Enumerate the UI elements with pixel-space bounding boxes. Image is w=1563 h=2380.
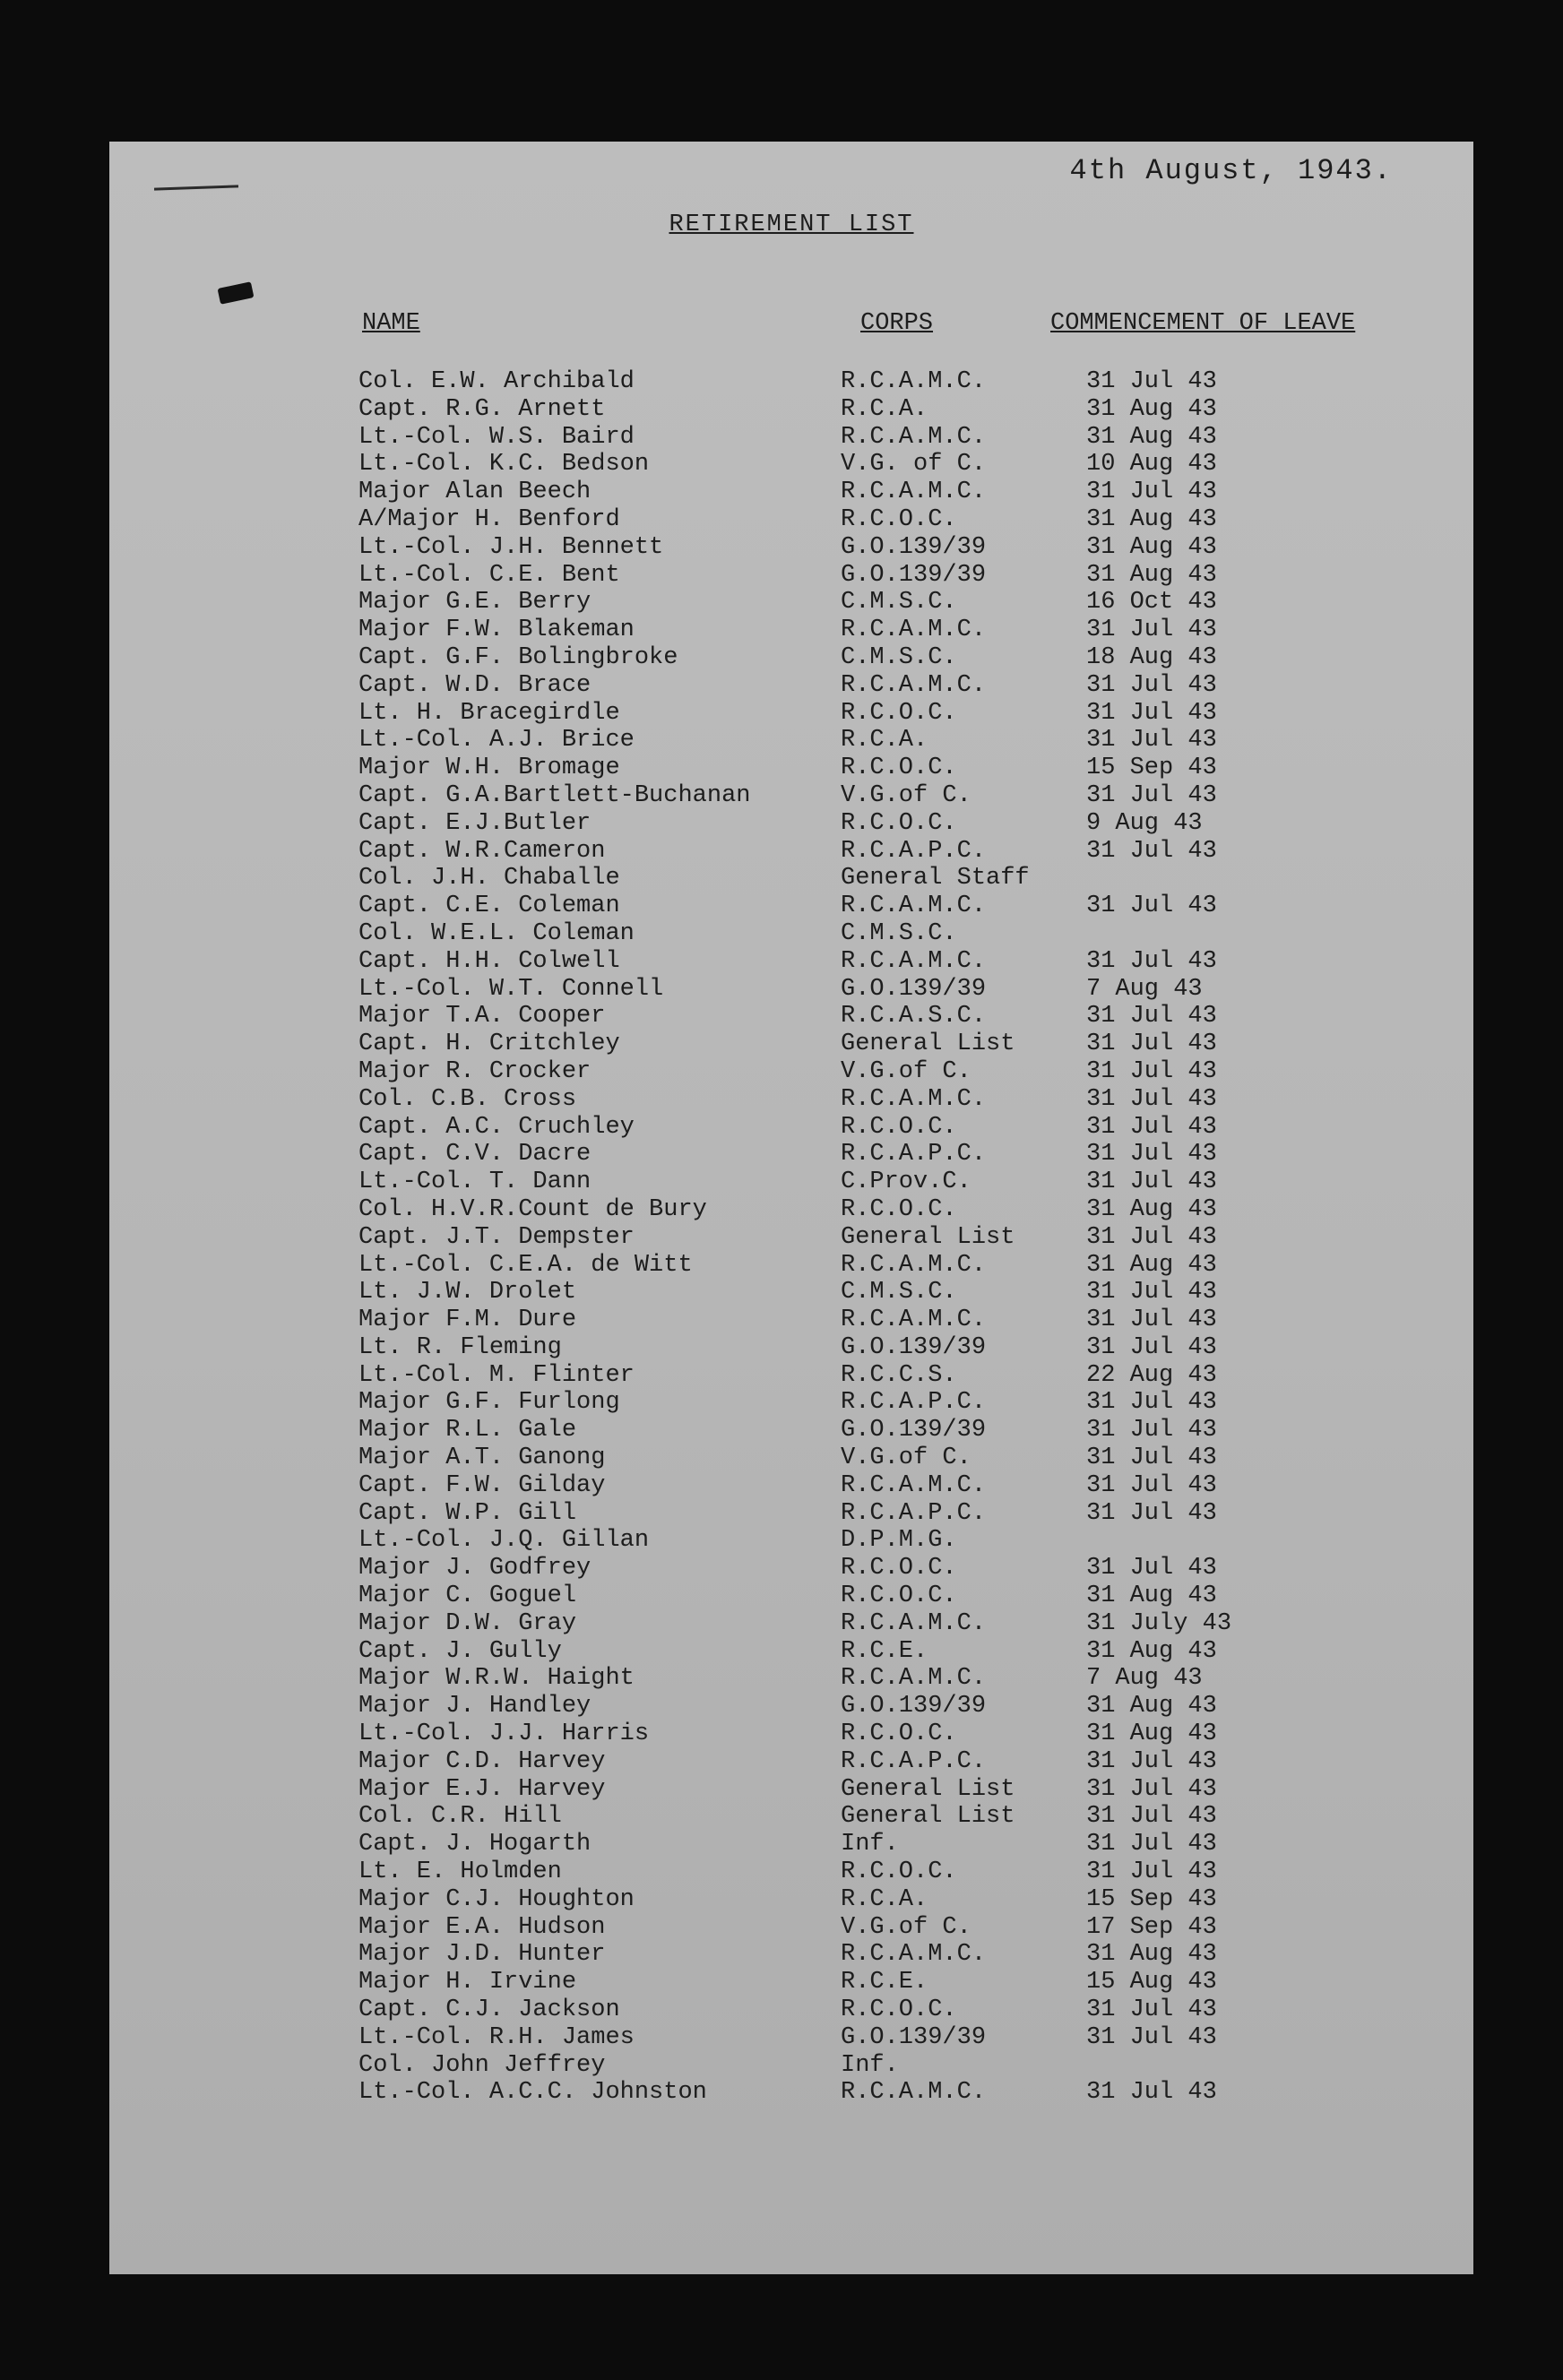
entry-leave-date: 31 Jul 43	[1086, 1775, 1217, 1803]
entry-corps: R.C.A.P.C.	[841, 1499, 987, 1527]
entry-leave-date: 31 Jul 43	[1086, 1168, 1217, 1196]
entry-name: Lt.-Col. A.J. Brice	[358, 727, 635, 755]
list-row	[109, 396, 1473, 424]
entry-name: Lt.-Col. C.E.A. de Witt	[358, 1251, 693, 1279]
entry-name: Lt.-Col. M. Flinter	[358, 1361, 635, 1389]
list-row	[109, 1665, 1473, 1693]
entry-corps: V.G. of C.	[841, 451, 987, 479]
entry-corps: G.O.139/39	[841, 1417, 987, 1444]
entry-name: Lt.-Col. J.Q. Gillan	[358, 1527, 650, 1555]
entry-leave-date: 7 Aug 43	[1086, 975, 1203, 1003]
entry-name: Col. C.R. Hill	[358, 1803, 562, 1831]
entry-leave-date: 15 Sep 43	[1086, 755, 1217, 782]
entry-leave-date: 31 Jul 43	[1086, 1113, 1217, 1141]
entry-name: Lt.-Col. T. Dann	[358, 1168, 592, 1196]
entry-leave-date: 16 Oct 43	[1086, 589, 1217, 617]
list-row	[109, 948, 1473, 976]
entry-leave-date: 31 Jul 43	[1086, 1471, 1217, 1499]
list-row	[109, 1527, 1473, 1555]
entry-corps: R.C.A.M.C.	[841, 947, 987, 975]
list-row	[109, 1086, 1473, 1114]
entry-leave-date: 31 Aug 43	[1086, 1693, 1217, 1720]
entry-name: Major E.J. Harvey	[358, 1775, 606, 1803]
entry-leave-date: 31 Jul 43	[1086, 1085, 1217, 1113]
entry-name: Capt. H.H. Colwell	[358, 947, 620, 975]
entry-name: Capt. G.A.Bartlett-Buchanan	[358, 781, 751, 809]
entry-leave-date: 31 Aug 43	[1086, 1251, 1217, 1279]
list-row	[109, 1334, 1473, 1362]
entry-corps: R.C.A.P.C.	[841, 1389, 987, 1417]
entry-corps: R.C.O.C.	[841, 1582, 957, 1610]
entry-name: Lt. R. Fleming	[358, 1333, 562, 1361]
entry-corps: C.M.S.C.	[841, 643, 957, 671]
entry-leave-date: 31 Jul 43	[1086, 2079, 1217, 2107]
document-title: RETIREMENT LIST	[669, 211, 914, 238]
entry-leave-date: 31 Jul 43	[1086, 1747, 1217, 1775]
entry-name: Major Alan Beech	[358, 479, 592, 506]
list-row	[109, 810, 1473, 838]
entry-name: Lt.-Col. C.E. Bent	[358, 561, 620, 589]
entry-corps: R.C.A.M.C.	[841, 1665, 987, 1693]
entry-leave-date: 31 Aug 43	[1086, 1637, 1217, 1665]
entry-name: Capt. H. Critchley	[358, 1030, 620, 1058]
entry-name: Capt. C.J. Jackson	[358, 1996, 620, 2024]
entry-name: Capt. J.T. Dempster	[358, 1223, 635, 1251]
entry-name: Major R. Crocker	[358, 1057, 592, 1085]
list-row	[109, 1417, 1473, 1444]
entry-corps: R.C.A.M.C.	[841, 617, 987, 644]
entry-leave-date: 31 Jul 43	[1086, 479, 1217, 506]
entry-name: Major C.J. Houghton	[358, 1885, 635, 1913]
entry-corps: R.C.O.C.	[841, 1858, 957, 1886]
entry-name: Major J.D. Hunter	[358, 1941, 606, 1969]
document-date: 4th August, 1943.	[1069, 154, 1393, 187]
entry-leave-date: 31 Jul 43	[1086, 1057, 1217, 1085]
list-row	[109, 1555, 1473, 1582]
header-corps: CORPS	[860, 310, 934, 337]
entry-name: Capt. E.J.Butler	[358, 809, 592, 837]
entry-corps: R.C.A.M.C.	[841, 2079, 987, 2107]
list-row	[109, 1472, 1473, 1500]
list-row	[109, 920, 1473, 948]
entry-name: Lt.-Col. J.H. Bennett	[358, 533, 664, 561]
entry-leave-date: 31 Jul 43	[1086, 781, 1217, 809]
entry-leave-date: 10 Aug 43	[1086, 451, 1217, 479]
entry-corps: General List	[841, 1803, 1015, 1831]
entry-name: Capt. C.V. Dacre	[358, 1141, 592, 1168]
entry-leave-date: 31 Jul 43	[1086, 1223, 1217, 1251]
entry-name: Col. W.E.L. Coleman	[358, 919, 635, 947]
entry-name: Capt. W.D. Brace	[358, 671, 592, 699]
list-row	[109, 782, 1473, 810]
list-row	[109, 1003, 1473, 1030]
entry-leave-date: 31 July 43	[1086, 1609, 1232, 1637]
list-row	[109, 1058, 1473, 1086]
entry-leave-date: 31 Jul 43	[1086, 892, 1217, 920]
entry-corps: D.P.M.G.	[841, 1527, 957, 1555]
entry-leave-date: 31 Aug 43	[1086, 1941, 1217, 1969]
entry-leave-date: 31 Jul 43	[1086, 1333, 1217, 1361]
entry-name: Capt. G.F. Bolingbroke	[358, 643, 678, 671]
entry-leave-date: 7 Aug 43	[1086, 1665, 1203, 1693]
entry-name: Major R.L. Gale	[358, 1417, 577, 1444]
entry-name: Major C.D. Harvey	[358, 1747, 606, 1775]
entry-name: Capt. R.G. Arnett	[358, 395, 606, 423]
list-row	[109, 2024, 1473, 2052]
entry-leave-date: 31 Jul 43	[1086, 1555, 1217, 1582]
list-row	[109, 2052, 1473, 2080]
entry-leave-date: 22 Aug 43	[1086, 1361, 1217, 1389]
entry-corps: R.C.A.M.C.	[841, 1085, 987, 1113]
list-row	[109, 1748, 1473, 1776]
list-row	[109, 1914, 1473, 1942]
retirement-list	[109, 368, 1473, 2107]
entry-corps: R.C.A.	[841, 727, 928, 755]
entry-corps: C.M.S.C.	[841, 1279, 957, 1306]
entry-corps: R.C.A.M.C.	[841, 1609, 987, 1637]
entry-name: Capt. C.E. Coleman	[358, 892, 620, 920]
list-row	[109, 589, 1473, 617]
list-row	[109, 1693, 1473, 1720]
entry-corps: G.O.139/39	[841, 1333, 987, 1361]
list-row	[109, 1720, 1473, 1748]
list-row	[109, 479, 1473, 506]
list-row	[109, 1831, 1473, 1858]
list-row	[109, 976, 1473, 1004]
list-row	[109, 865, 1473, 892]
entry-name: Capt. W.P. Gill	[358, 1499, 577, 1527]
entry-corps: C.Prov.C.	[841, 1168, 971, 1196]
entry-corps: R.C.A.P.C.	[841, 1747, 987, 1775]
entry-name: Col. C.B. Cross	[358, 1085, 577, 1113]
entry-name: A/Major H. Benford	[358, 505, 620, 533]
entry-corps: R.C.A.M.C.	[841, 1471, 987, 1499]
list-row	[109, 451, 1473, 479]
entry-name: Major G.E. Berry	[358, 589, 592, 617]
entry-corps: R.C.A.M.C.	[841, 671, 987, 699]
entry-name: Col. J.H. Chaballe	[358, 865, 620, 892]
entry-corps: R.C.E.	[841, 1637, 928, 1665]
entry-corps: R.C.A.M.C.	[841, 479, 987, 506]
entry-name: Col. H.V.R.Count de Bury	[358, 1195, 707, 1223]
entry-leave-date: 31 Jul 43	[1086, 1417, 1217, 1444]
entry-corps: R.C.O.C.	[841, 809, 957, 837]
entry-corps: R.C.O.C.	[841, 1113, 957, 1141]
entry-leave-date: 18 Aug 43	[1086, 643, 1217, 671]
list-row	[109, 1582, 1473, 1610]
entry-leave-date: 31 Jul 43	[1086, 671, 1217, 699]
list-row	[109, 727, 1473, 755]
entry-corps: R.C.O.C.	[841, 755, 957, 782]
list-row	[109, 1362, 1473, 1390]
list-row	[109, 368, 1473, 396]
entry-corps: R.C.O.C.	[841, 1996, 957, 2024]
entry-leave-date: 31 Jul 43	[1086, 1444, 1217, 1472]
entry-corps: G.O.139/39	[841, 1693, 987, 1720]
entry-name: Lt.-Col. J.J. Harris	[358, 1720, 650, 1748]
entry-leave-date: 31 Jul 43	[1086, 1141, 1217, 1168]
list-row	[109, 1196, 1473, 1224]
entry-leave-date: 31 Jul 43	[1086, 837, 1217, 865]
list-row	[109, 1858, 1473, 1886]
entry-corps: Inf.	[841, 2051, 899, 2079]
entry-name: Major J. Handley	[358, 1693, 592, 1720]
entry-corps: General List	[841, 1030, 1015, 1058]
entry-corps: R.C.A.M.C.	[841, 368, 987, 395]
list-row	[109, 838, 1473, 866]
list-row	[109, 644, 1473, 672]
entry-name: Lt.-Col. K.C. Bedson	[358, 451, 650, 479]
entry-name: Major C. Goguel	[358, 1582, 577, 1610]
entry-corps: R.C.A.	[841, 1885, 928, 1913]
list-row	[109, 1252, 1473, 1280]
entry-corps: R.C.A.S.C.	[841, 1003, 987, 1030]
entry-leave-date: 15 Aug 43	[1086, 1969, 1217, 1996]
entry-leave-date: 31 Jul 43	[1086, 1003, 1217, 1030]
entry-name: Major F.M. Dure	[358, 1306, 577, 1334]
entry-leave-date: 31 Jul 43	[1086, 727, 1217, 755]
entry-name: Major E.A. Hudson	[358, 1913, 606, 1941]
list-row	[109, 562, 1473, 590]
entry-corps: V.G.of C.	[841, 1913, 971, 1941]
entry-corps: C.M.S.C.	[841, 919, 957, 947]
document-page	[109, 142, 1473, 2274]
list-row	[109, 1224, 1473, 1252]
entry-corps: R.C.O.C.	[841, 1720, 957, 1748]
entry-leave-date: 31 Aug 43	[1086, 561, 1217, 589]
entry-name: Lt.-Col. W.T. Connell	[358, 975, 664, 1003]
list-row	[109, 1941, 1473, 1969]
entry-name: Lt. J.W. Drolet	[358, 1279, 577, 1306]
list-row	[109, 506, 1473, 534]
entry-corps: V.G.of C.	[841, 1444, 971, 1472]
entry-corps: V.G.of C.	[841, 1057, 971, 1085]
entry-corps: G.O.139/39	[841, 561, 987, 589]
header-name: NAME	[362, 310, 420, 337]
list-row	[109, 617, 1473, 644]
list-row	[109, 755, 1473, 782]
entry-corps: V.G.of C.	[841, 781, 971, 809]
entry-corps: R.C.C.S.	[841, 1361, 957, 1389]
entry-name: Lt.-Col. W.S. Baird	[358, 423, 635, 451]
header-leave: COMMENCEMENT OF LEAVE	[1050, 310, 1356, 337]
entry-leave-date: 31 Jul 43	[1086, 1996, 1217, 2024]
entry-leave-date: 31 Jul 43	[1086, 617, 1217, 644]
entry-name: Major J. Godfrey	[358, 1555, 592, 1582]
entry-corps: R.C.A.M.C.	[841, 1251, 987, 1279]
entry-name: Major W.H. Bromage	[358, 755, 620, 782]
entry-corps: R.C.O.C.	[841, 505, 957, 533]
list-row	[109, 424, 1473, 452]
list-row	[109, 1444, 1473, 1472]
entry-leave-date: 31 Jul 43	[1086, 1306, 1217, 1334]
entry-leave-date: 31 Jul 43	[1086, 1831, 1217, 1858]
list-row	[109, 1030, 1473, 1058]
entry-name: Col. John Jeffrey	[358, 2051, 606, 2079]
entry-leave-date: 31 Jul 43	[1086, 1803, 1217, 1831]
entry-name: Major W.R.W. Haight	[358, 1665, 635, 1693]
entry-corps: R.C.A.P.C.	[841, 1141, 987, 1168]
entry-leave-date: 31 Jul 43	[1086, 1499, 1217, 1527]
entry-corps: R.C.A.	[841, 395, 928, 423]
entry-name: Major A.T. Ganong	[358, 1444, 606, 1472]
entry-leave-date: 17 Sep 43	[1086, 1913, 1217, 1941]
list-row	[109, 1141, 1473, 1168]
entry-corps: C.M.S.C.	[841, 589, 957, 617]
entry-corps: R.C.A.M.C.	[841, 892, 987, 920]
list-row	[109, 892, 1473, 920]
entry-name: Lt. E. Holmden	[358, 1858, 562, 1886]
entry-leave-date: 31 Aug 43	[1086, 505, 1217, 533]
list-row	[109, 534, 1473, 562]
list-row	[109, 1500, 1473, 1528]
entry-leave-date: 31 Jul 43	[1086, 699, 1217, 727]
entry-corps: R.C.O.C.	[841, 1195, 957, 1223]
entry-name: Capt. F.W. Gilday	[358, 1471, 606, 1499]
list-row	[109, 1168, 1473, 1196]
entry-name: Lt.-Col. R.H. James	[358, 2023, 635, 2051]
entry-corps: General List	[841, 1775, 1015, 1803]
entry-leave-date: 9 Aug 43	[1086, 809, 1203, 837]
entry-corps: G.O.139/39	[841, 2023, 987, 2051]
entry-leave-date: 31 Jul 43	[1086, 1389, 1217, 1417]
entry-name: Major H. Irvine	[358, 1969, 577, 1996]
entry-leave-date: 31 Jul 43	[1086, 368, 1217, 395]
list-row	[109, 672, 1473, 700]
entry-corps: G.O.139/39	[841, 975, 987, 1003]
entry-leave-date: 31 Aug 43	[1086, 423, 1217, 451]
list-row	[109, 1886, 1473, 1914]
entry-corps: General List	[841, 1223, 1015, 1251]
entry-name: Capt. A.C. Cruchley	[358, 1113, 635, 1141]
list-row	[109, 1610, 1473, 1638]
entry-leave-date: 31 Jul 43	[1086, 2023, 1217, 2051]
entry-leave-date: 15 Sep 43	[1086, 1885, 1217, 1913]
list-row	[109, 1969, 1473, 1996]
entry-leave-date: 31 Jul 43	[1086, 947, 1217, 975]
entry-leave-date: 31 Aug 43	[1086, 1720, 1217, 1748]
list-row	[109, 1279, 1473, 1306]
entry-leave-date: 31 Aug 43	[1086, 533, 1217, 561]
entry-leave-date: 31 Jul 43	[1086, 1279, 1217, 1306]
entry-name: Major F.W. Blakeman	[358, 617, 635, 644]
list-row	[109, 1996, 1473, 2024]
entry-leave-date: 31 Jul 43	[1086, 1858, 1217, 1886]
list-row	[109, 1389, 1473, 1417]
list-row	[109, 1776, 1473, 1804]
entry-corps: Inf.	[841, 1831, 899, 1858]
entry-corps: R.C.A.M.C.	[841, 1941, 987, 1969]
entry-corps: R.C.O.C.	[841, 1555, 957, 1582]
entry-leave-date: 31 Jul 43	[1086, 1030, 1217, 1058]
entry-leave-date: 31 Aug 43	[1086, 1195, 1217, 1223]
entry-name: Capt. J. Gully	[358, 1637, 562, 1665]
list-row	[109, 1803, 1473, 1831]
ink-blot	[218, 281, 255, 305]
entry-name: Capt. J. Hogarth	[358, 1831, 592, 1858]
entry-corps: R.C.A.P.C.	[841, 837, 987, 865]
entry-corps: R.C.A.M.C.	[841, 423, 987, 451]
entry-corps: R.C.O.C.	[841, 699, 957, 727]
entry-leave-date: 31 Aug 43	[1086, 395, 1217, 423]
list-row	[109, 1114, 1473, 1142]
entry-name: Col. E.W. Archibald	[358, 368, 635, 395]
entry-corps: General Staff	[841, 865, 1030, 892]
pen-stroke-mark	[154, 185, 238, 190]
list-row	[109, 1306, 1473, 1334]
entry-name: Major G.F. Furlong	[358, 1389, 620, 1417]
entry-corps: R.C.E.	[841, 1969, 928, 1996]
entry-leave-date: 31 Aug 43	[1086, 1582, 1217, 1610]
entry-name: Capt. W.R.Cameron	[358, 837, 606, 865]
entry-corps: R.C.A.M.C.	[841, 1306, 987, 1334]
entry-name: Major D.W. Gray	[358, 1609, 577, 1637]
entry-name: Major T.A. Cooper	[358, 1003, 606, 1030]
entry-name: Lt. H. Bracegirdle	[358, 699, 620, 727]
list-row	[109, 1638, 1473, 1666]
list-row	[109, 2079, 1473, 2107]
list-row	[109, 700, 1473, 728]
entry-corps: G.O.139/39	[841, 533, 987, 561]
entry-name: Lt.-Col. A.C.C. Johnston	[358, 2079, 707, 2107]
